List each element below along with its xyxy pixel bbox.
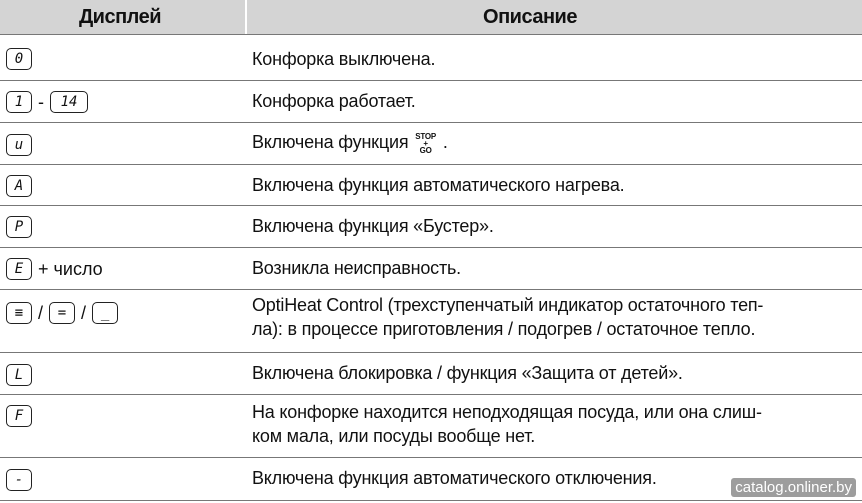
stop-go-bottom: GO [419, 145, 432, 155]
segment-symbol: E [6, 258, 32, 280]
segment-symbol: u [6, 134, 32, 156]
header-display: Дисплей [78, 6, 162, 28]
header-description: Описание [483, 6, 577, 28]
segment-symbol: A [6, 175, 32, 197]
segment-symbol: F [6, 405, 32, 427]
segment-symbol: L [6, 364, 32, 386]
stop-go-top: STOP [415, 131, 437, 141]
display-cell [6, 258, 103, 280]
row-divider [0, 122, 862, 123]
display-cell [6, 134, 32, 156]
display-suffix: + число [38, 258, 103, 279]
row-divider [0, 289, 862, 290]
description-line: ком мала, или посуды вообще нет. [252, 426, 536, 446]
header-divider [245, 0, 247, 34]
description-line: ла): в процессе приготовления / подогрев / остаточное тепло. [252, 319, 756, 339]
symbol-separator: / [38, 302, 44, 323]
segment-symbol: _ [92, 302, 118, 324]
watermark-text: catalog.onliner.by [731, 478, 856, 497]
segment-symbol: ≡ [6, 302, 32, 324]
description-cell [252, 293, 857, 341]
segment-symbol: = [49, 302, 75, 324]
description-cell: Включена функция автоматического отключения. [252, 468, 657, 488]
segment-symbol: P [6, 216, 32, 238]
table-header [0, 0, 862, 34]
row-divider [0, 205, 862, 206]
description-cell: Включена блокировка / функция «Защита от детей». [252, 363, 683, 383]
display-cell [6, 48, 32, 70]
display-cell [6, 91, 88, 113]
description-text-end: . [442, 132, 448, 152]
segment-symbol: 14 [50, 91, 88, 113]
description-cell [252, 400, 857, 448]
description-cell: Возникла неисправность. [252, 258, 461, 278]
description-cell: Включена функция «Бустер». [252, 216, 494, 236]
row-divider [0, 352, 862, 353]
description-line: OptiHeat Control (трехступенчатый индикатор остаточного теп- [252, 295, 764, 315]
stop-go-plus: + [423, 138, 428, 148]
display-cell [6, 469, 32, 491]
symbol-separator: / [81, 302, 87, 323]
description-cell: Включена функция автоматического нагрева. [252, 175, 625, 195]
display-cell [6, 405, 32, 427]
row-divider [0, 394, 862, 395]
display-cell [6, 175, 32, 197]
row-divider [0, 247, 862, 248]
segment-symbol: 1 [6, 91, 32, 113]
range-separator: - [38, 91, 44, 112]
row-divider [0, 80, 862, 81]
description-line: На конфорке находится неподходящая посуда, или она слиш- [252, 402, 762, 422]
segment-symbol: 0 [6, 48, 32, 70]
row-divider [0, 34, 862, 35]
description-cell [252, 130, 857, 154]
stop-go-icon [415, 133, 436, 154]
display-cell [6, 364, 32, 386]
segment-symbol: - [6, 469, 32, 491]
row-divider [0, 457, 862, 458]
display-cell [6, 302, 118, 324]
row-divider [0, 164, 862, 165]
display-cell [6, 216, 32, 238]
description-text: Включена функция [252, 132, 409, 152]
description-cell: Конфорка работает. [252, 91, 416, 111]
description-cell: Конфорка выключена. [252, 49, 436, 69]
row-divider [0, 500, 862, 501]
